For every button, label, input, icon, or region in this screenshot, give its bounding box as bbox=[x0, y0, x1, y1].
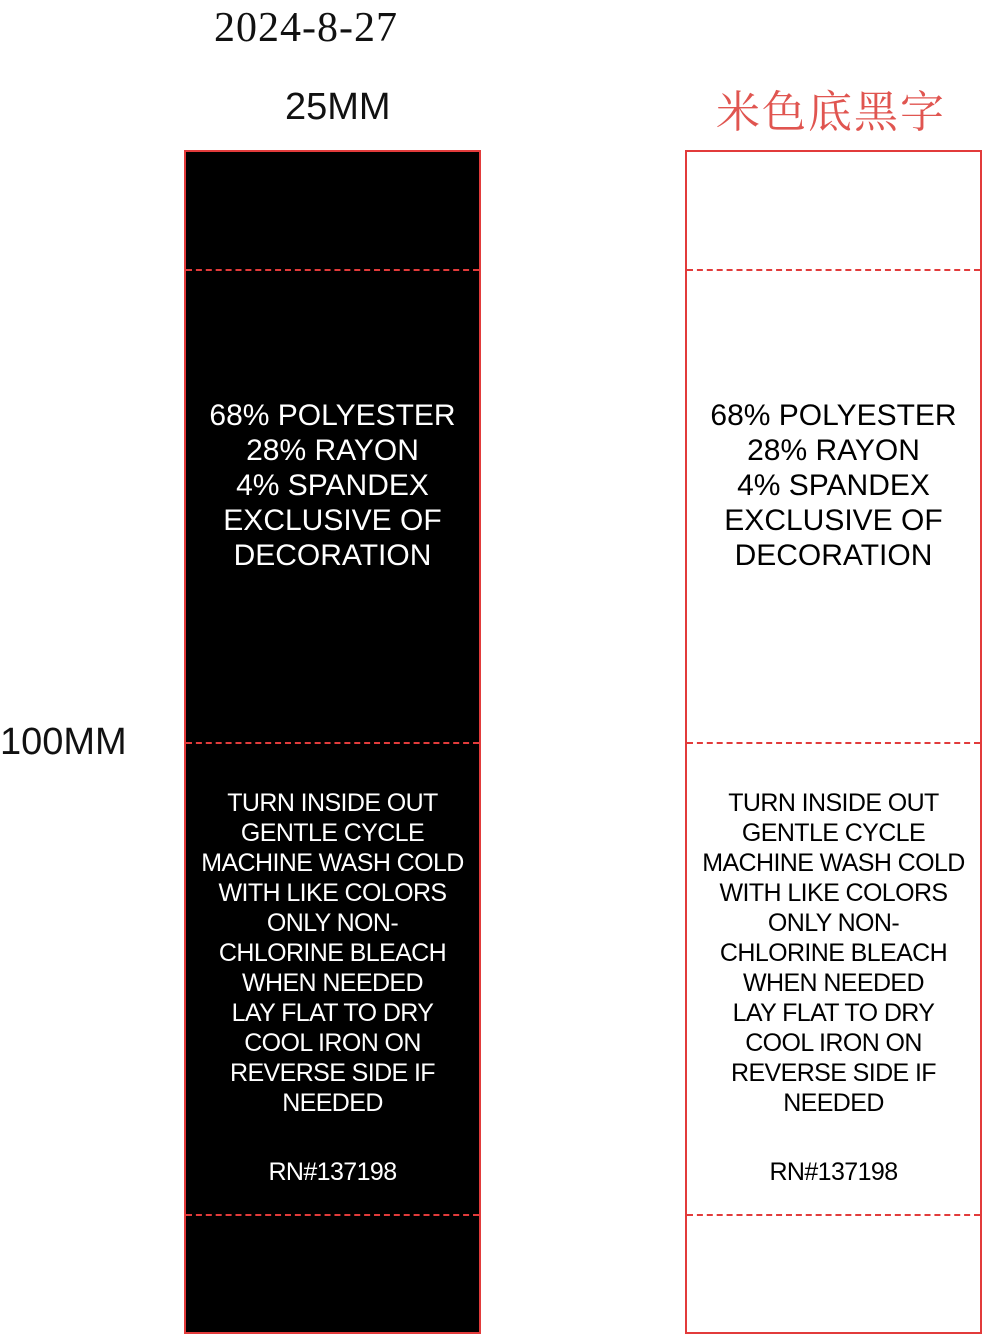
fold-line-bottom bbox=[186, 1214, 479, 1216]
care-line: REVERSE SIDE IF bbox=[731, 1059, 936, 1087]
fiber-line: EXCLUSIVE OF bbox=[223, 504, 442, 537]
care-line: TURN INSIDE OUT bbox=[728, 789, 939, 817]
fiber-content bbox=[186, 398, 479, 573]
care-line: WITH LIKE COLORS bbox=[218, 879, 447, 907]
fold-line-middle bbox=[687, 742, 980, 744]
fold-line-top bbox=[687, 269, 980, 271]
care-line: TURN INSIDE OUT bbox=[227, 789, 438, 817]
care-line: WHEN NEEDED bbox=[743, 969, 924, 997]
care-line: CHLORINE BLEACH bbox=[218, 939, 447, 967]
width-dimension-label: 25MM bbox=[285, 86, 391, 128]
care-line: GENTLE CYCLE bbox=[741, 819, 926, 847]
care-line: NEEDED bbox=[783, 1089, 884, 1117]
fold-line-middle bbox=[186, 742, 479, 744]
fiber-line: DECORATION bbox=[233, 539, 432, 572]
label-beige-version bbox=[685, 150, 982, 1334]
fiber-line: 68% POLYESTER bbox=[710, 399, 957, 432]
care-line: MACHINE WASH COLD bbox=[702, 849, 965, 877]
care-line: MACHINE WASH COLD bbox=[201, 849, 464, 877]
care-line: LAY FLAT TO DRY bbox=[732, 999, 935, 1027]
rn-number: RN#137198 bbox=[769, 1158, 898, 1186]
fiber-line: 28% RAYON bbox=[246, 434, 419, 467]
fiber-content bbox=[687, 398, 980, 573]
care-line: CHLORINE BLEACH bbox=[719, 939, 948, 967]
care-line: WITH LIKE COLORS bbox=[719, 879, 948, 907]
fold-line-bottom bbox=[687, 1214, 980, 1216]
fiber-line: 4% SPANDEX bbox=[737, 469, 930, 502]
label-black-version bbox=[184, 150, 481, 1334]
care-line: COOL IRON ON bbox=[745, 1029, 922, 1057]
care-line: NEEDED bbox=[282, 1089, 383, 1117]
fiber-line: 68% POLYESTER bbox=[209, 399, 456, 432]
date-text: 2024-8-27 bbox=[214, 5, 398, 51]
care-line: GENTLE CYCLE bbox=[240, 819, 425, 847]
care-line: ONLY NON- bbox=[767, 909, 900, 937]
fold-line-top bbox=[186, 269, 479, 271]
care-line: COOL IRON ON bbox=[244, 1029, 421, 1057]
fiber-line: EXCLUSIVE OF bbox=[724, 504, 943, 537]
fiber-line: DECORATION bbox=[734, 539, 933, 572]
fiber-line: 4% SPANDEX bbox=[236, 469, 429, 502]
care-instructions bbox=[186, 788, 479, 1118]
fiber-line: 28% RAYON bbox=[747, 434, 920, 467]
rn-number: RN#137198 bbox=[268, 1158, 397, 1186]
care-line: REVERSE SIDE IF bbox=[230, 1059, 435, 1087]
height-dimension-label: 100MM bbox=[0, 721, 127, 763]
color-note-label: 米色底黑字 bbox=[716, 87, 946, 138]
care-line: ONLY NON- bbox=[266, 909, 399, 937]
care-line: WHEN NEEDED bbox=[242, 969, 423, 997]
care-instructions bbox=[687, 788, 980, 1118]
care-line: LAY FLAT TO DRY bbox=[231, 999, 434, 1027]
